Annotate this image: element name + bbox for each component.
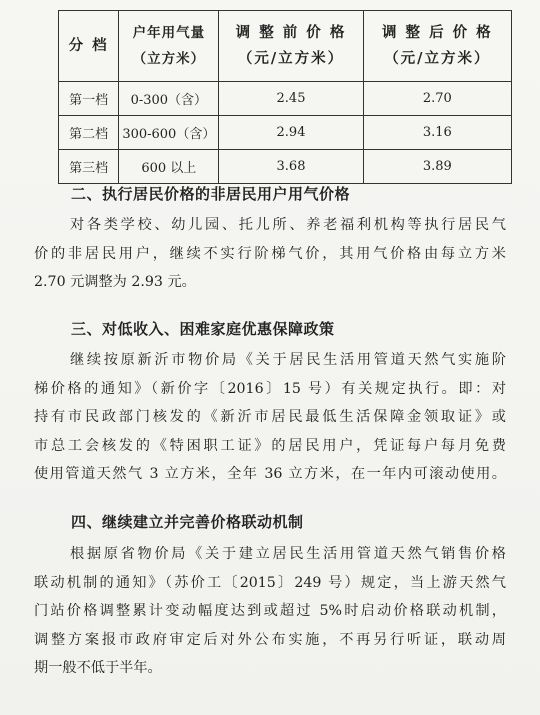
paragraph-line: 对各类学校、幼儿园、托儿所、养老福利机构等执行居民气: [70, 217, 506, 233]
header-after-unit: （元/立方米）: [384, 50, 491, 67]
cell-price-before: 2.94: [219, 116, 363, 150]
paragraph-line: 价的非居民用户，继续不实行阶梯气价，其用气价格由每立方米: [34, 245, 506, 262]
paragraph-line: 2.70 元调整为 2.93 元。: [34, 274, 196, 291]
header-usage-label: 户年用气量: [132, 25, 206, 41]
table-header-row: [59, 11, 512, 82]
paragraph-line: 门站价格调整累计变动幅度达到或超过 5%时启动价格联动机制，: [34, 603, 506, 620]
cell-price-after: 3.89: [363, 150, 511, 184]
section-4-heading: 四、继续建立并完善价格联动机制: [71, 513, 304, 531]
paragraph-line: 梯价格的通知》（新价字〔2016〕15 号）有关规定执行。即：对: [34, 380, 506, 397]
gas-price-table: [58, 10, 512, 184]
header-tier: [59, 11, 119, 82]
paragraph-line: 继续按原新沂市物价局《关于居民生活用管道天然气实施阶: [70, 352, 506, 368]
table-row: [59, 150, 512, 184]
paragraph-line: 调整方案报市政府审定后对外公布实施，不再另行听证，联动周: [34, 631, 506, 648]
header-after-label: 调 整 后 价 格: [381, 24, 493, 41]
cell-usage: 0-300（含）: [119, 82, 219, 116]
section-2-heading: 二、执行居民价格的非居民用户用气价格: [71, 185, 351, 203]
section-4-body: [34, 540, 506, 683]
header-tier-label: 分 档: [68, 37, 109, 54]
table-row: [59, 82, 512, 116]
paragraph-line: 使用管道天然气 3 立方米，全年 36 立方米，在一年内可滚动使用。: [34, 466, 506, 483]
section-3-heading: 三、对低收入、困难家庭优惠保障政策: [71, 320, 335, 338]
table-row: [59, 116, 512, 150]
header-price-after: [363, 11, 511, 82]
cell-usage: 300-600（含）: [119, 116, 219, 150]
cell-price-before: 3.68: [219, 150, 363, 184]
cell-tier: 第三档: [59, 150, 119, 184]
cell-price-after: 3.16: [363, 116, 511, 150]
cell-usage: 600 以上: [119, 150, 219, 184]
cell-tier: 第一档: [59, 82, 119, 116]
section-2-body: [34, 211, 506, 297]
paragraph-line: 联动机制的通知》（苏价工〔2015〕249 号）规定，当上游天然气: [34, 574, 506, 591]
paragraph-line: 持有市民政部门核发的《新沂市居民最低生活保障金领取证》或: [34, 409, 506, 426]
cell-price-after: 2.70: [363, 82, 511, 116]
header-usage-unit: （立方米）: [132, 51, 206, 67]
header-before-label: 调 整 前 价 格: [235, 24, 347, 41]
paragraph-line: 根据原省物价局《关于建立居民生活用管道天然气销售价格: [70, 546, 506, 562]
header-price-before: [219, 11, 363, 82]
section-3-body: [34, 346, 506, 489]
cell-price-before: 2.45: [219, 82, 363, 116]
header-before-unit: （元/立方米）: [237, 50, 345, 67]
header-usage: [119, 11, 219, 82]
paragraph-line: 市总工会核发的《特困职工证》的居民用户，凭证每户每月免费: [34, 437, 506, 454]
cell-tier: 第二档: [59, 116, 119, 150]
paragraph-line: 期一般不低于半年。: [34, 660, 162, 677]
